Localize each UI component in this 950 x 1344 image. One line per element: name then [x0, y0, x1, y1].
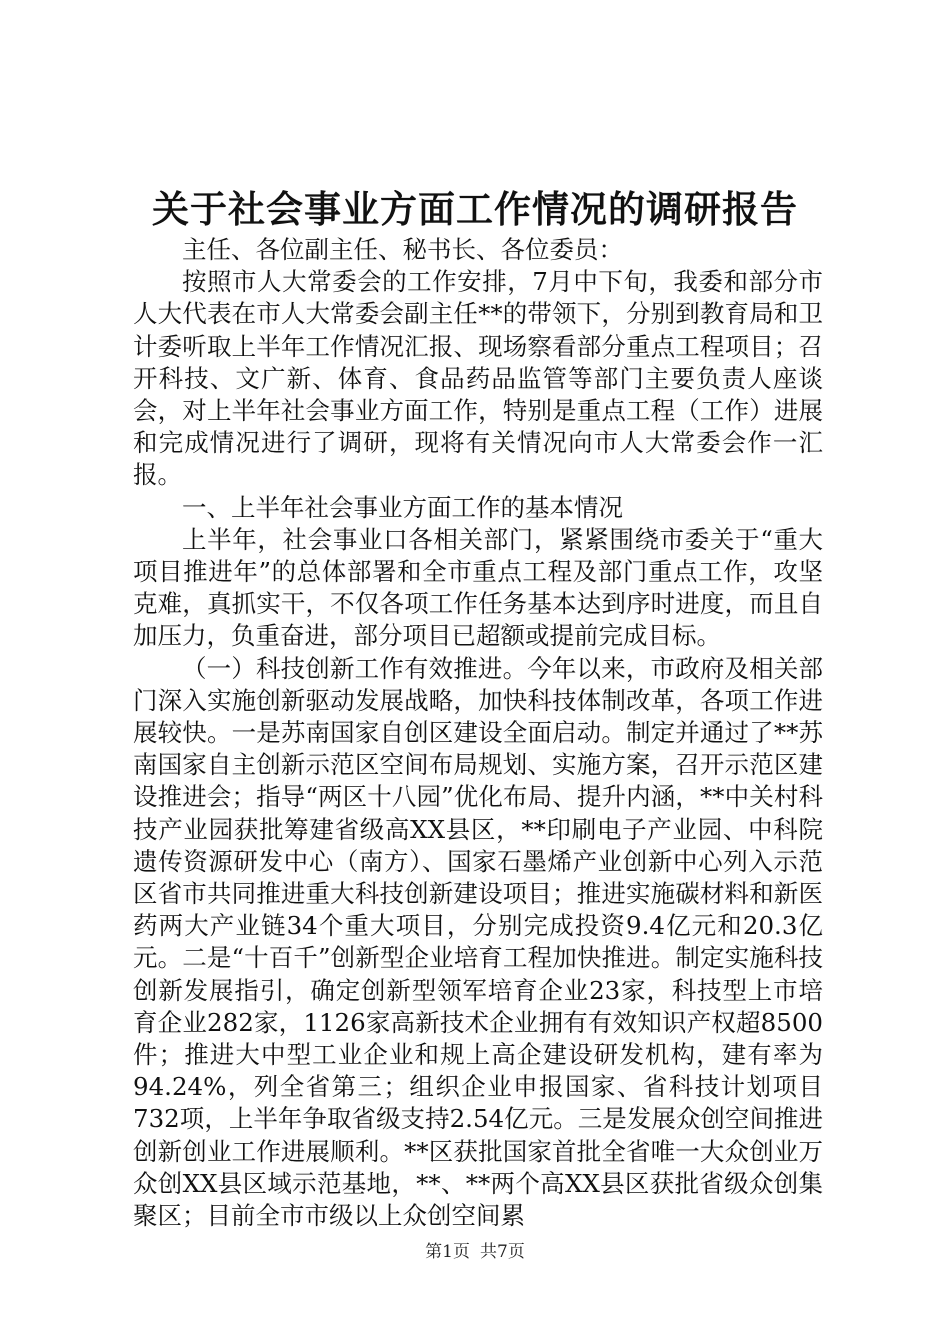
page-number: 第1页	[425, 1242, 470, 1262]
document-body	[133, 234, 823, 1232]
paragraph-intro: 按照市人大常委会的工作安排，7月中下旬，我委和部分市人大代表在市人大常委会副主任**的带领下，分别到教育局和卫计委听取上半年工作情况汇报、现场察看部分重点工程项目；召开科技、文广新、体育、食品药品监管等部门主要负责人座谈会，对上半年社会事业方面工作，特别是重点工程（工作）进展和完成情况进行了调研，现将有关情况向市人大常委会作一汇报。	[133, 267, 823, 490]
paragraph-overview: 上半年，社会事业口各相关部门，紧紧围绕市委关于“重大项目推进年”的总体部署和全市重点工程及部门重点工作，攻坚克难，真抓实干，不仅各项工作任务基本达到序时进度，而且自加压力，负重奋进，部分项目已超额或提前完成目标。	[133, 524, 823, 651]
page-total: 共7页	[480, 1242, 525, 1262]
paragraph-tech-innovation: （一）科技创新工作有效推进。今年以来，市政府及相关部门深入实施创新驱动发展战略，加快科技体制改革，各项工作进展较快。一是苏南国家自创区建设全面启动。制定并通过了**苏南国家自主创新示范区空间布局规划、实施方案，召开示范区建设推进会；指导“两区十八园”优化布局、提升内涵，**中关村科技产业园获批筹建省级高XX县区，**印刷电子产业园、中科院遗传资源研发中心（南方）、国家石墨烯产业创新中心列入示范区省市共同推进重大科技创新建设项目；推进实施碳材料和新医药两大产业链34个重大项目，分别完成投资9.4亿元和20.3亿元。二是“十百千”创新型企业培育工程加快推进。制定实施科技创新发展指引，确定创新型领军培育企业23家，科技型上市培育企业282家，1126家高新技术企业拥有有效知识产权超8500件；推进大中型工业企业和规上高企建设研发机构，建有率为94.24%，列全省第三；组织企业申报国家、省科技计划项目732项，上半年争取省级支持2.54亿元。三是发展众创空间推进创新创业工作进展顺利。**区获批国家首批全省唯一大众创业万众创XX县区域示范基地，**、**两个高XX县区获批省级众创集聚区；目前全市市级以上众创空间累	[133, 653, 823, 1231]
salutation: 主任、各位副主任、秘书长、各位委员：	[182, 235, 623, 264]
section-heading: 一、上半年社会事业方面工作的基本情况	[182, 492, 623, 522]
document-title: 关于社会事业方面工作情况的调研报告	[152, 187, 798, 231]
page-footer	[0, 1240, 950, 1264]
